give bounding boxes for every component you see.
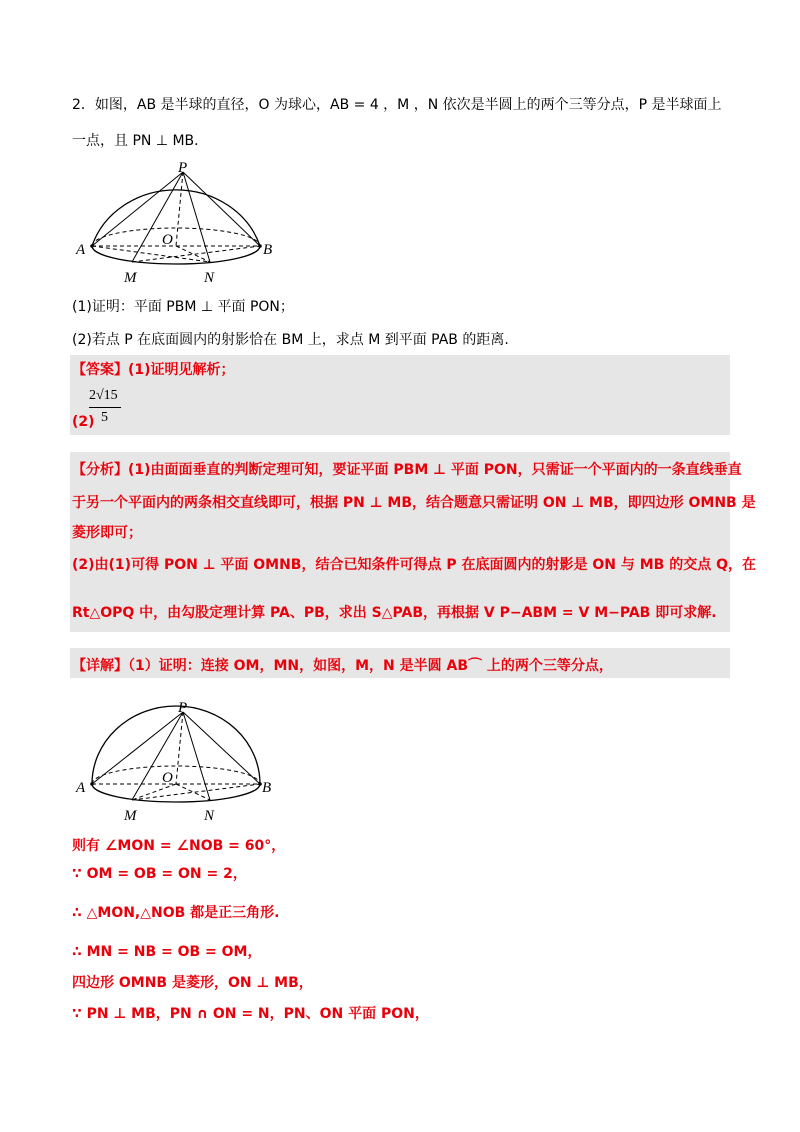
label-O: O	[162, 232, 173, 248]
answer-line-1: 【答案】(1)证明见解析；	[72, 362, 235, 378]
detail-line-6: 四边形 OMNB 是菱形，ON ⊥ MB，	[72, 975, 313, 991]
analysis-line-4: (2)由(1)可得 PON ⊥ 平面 OMNB，结合已知条件可得点 P 在底面圆内的射影是 ON 与 MB 的交点 Q，在	[72, 557, 756, 573]
analysis-line-3: 菱形即可；	[72, 525, 142, 541]
question-part-1: (1)证明：平面 PBM ⊥ 平面 PON；	[72, 299, 294, 315]
label-A: A	[76, 242, 86, 258]
detail-line-2: 则有 ∠MON = ∠NOB = 60°，	[72, 838, 286, 854]
detail-line-5: ∴ MN = NB = OB = OM，	[72, 944, 262, 960]
label-N-2: N	[204, 808, 215, 824]
hemisphere-figure-1	[70, 158, 290, 290]
detail-line-1: 【详解】（1）证明：连接 OM，MN，如图，M，N 是半圆 AB⌒ 上的两个三等分点，	[72, 658, 613, 674]
detail-line-7: ∵ PN ⊥ MB，PN ∩ ON = N，PN、ON 平面 PON，	[72, 1006, 429, 1022]
label-M-2: M	[124, 808, 137, 824]
answer-fraction-denominator: 5	[101, 410, 108, 425]
label-B: B	[263, 242, 273, 258]
label-A-2: A	[76, 780, 86, 796]
label-B-2: B	[262, 780, 272, 796]
detail-line-3: ∵ OM = OB = ON = 2，	[72, 866, 247, 882]
label-P-2: P	[178, 700, 188, 716]
detail-line-4: ∴ △MON,△NOB 都是正三角形.	[72, 905, 280, 921]
analysis-line-1: 【分析】(1)由面面垂直的判断定理可知，要证平面 PBM ⊥ 平面 PON，只需证一个平面内的一条直线垂直	[72, 462, 742, 478]
question-line-1: 2．如图，AB 是半球的直径，O 为球心，AB = 4 ，M ，N 依次是半圆上的两个三等分点，P 是半球面上	[72, 97, 722, 113]
answer-fraction-numerator: 2√15	[89, 388, 118, 403]
label-M: M	[124, 270, 137, 286]
hemisphere-figure-2	[70, 698, 270, 826]
question-line-2: 一点，且 PN ⊥ MB．	[72, 133, 209, 149]
label-P: P	[178, 160, 188, 176]
answer-part-2-label: (2)	[72, 414, 95, 430]
fraction-bar	[89, 407, 121, 408]
label-N: N	[204, 270, 215, 286]
question-part-2: (2)若点 P 在底面圆内的射影恰在 BM 上，求点 M 到平面 PAB 的距离.	[72, 332, 509, 348]
analysis-line-5: Rt△OPQ 中，由勾股定理计算 PA、PB，求出 S△PAB，再根据 V P−ABM = V M−PAB 即可求解.	[72, 605, 717, 621]
label-O-2: O	[162, 770, 173, 786]
analysis-line-2: 于另一个平面内的两条相交直线即可，根据 PN ⊥ MB，结合题意只需证明 ON ⊥ MB，即四边形 OMNB 是	[72, 495, 756, 511]
